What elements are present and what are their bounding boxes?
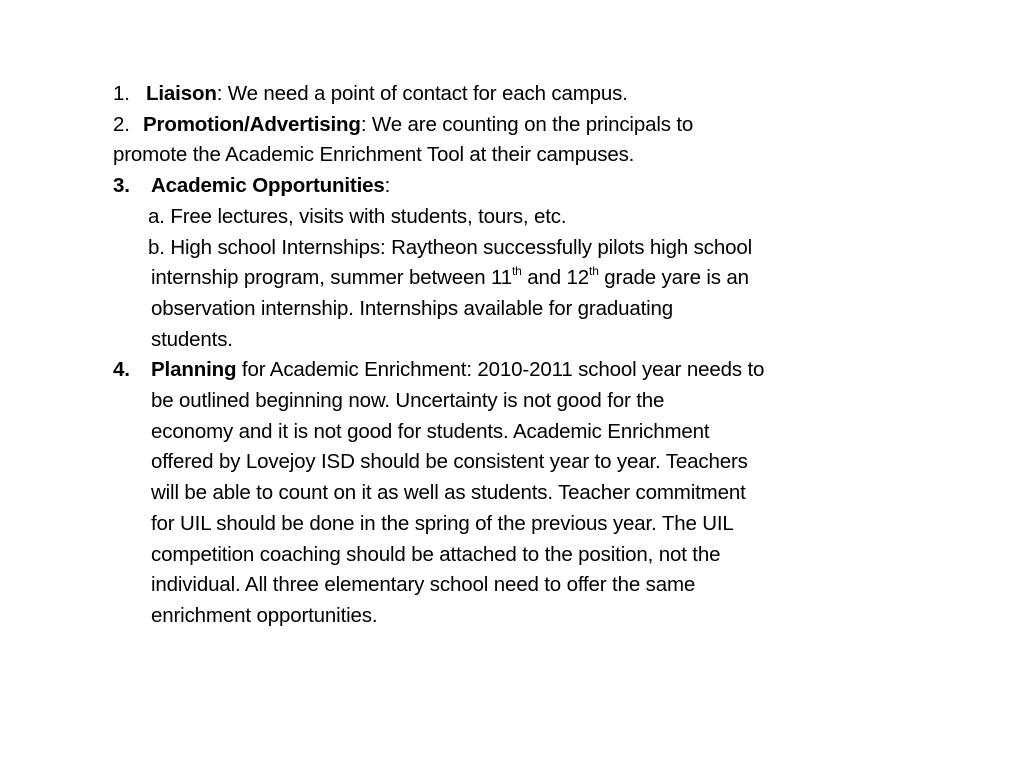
item-2-number: 2. bbox=[113, 112, 130, 136]
item-3-sub-a: a. Free lectures, visits with students, tours, etc. bbox=[148, 204, 567, 228]
item-3-suffix: : bbox=[384, 174, 391, 198]
item-4-line-6: for UIL should be done in the spring of the previous year. The UIL bbox=[151, 511, 734, 535]
slide-body bbox=[113, 79, 893, 632]
sub-b-text-part-1: internship program, summer between 11 bbox=[151, 266, 512, 290]
superscript-th-2: th bbox=[589, 264, 599, 279]
item-4-number: 4. bbox=[113, 358, 130, 382]
item-4-line-1: for Academic Enrichment: 2010-2011 school year needs to bbox=[236, 358, 765, 382]
item-4 bbox=[113, 355, 893, 386]
item-4-line-5: will be able to count on it as well as students. Teacher commitment bbox=[151, 481, 746, 505]
item-3-sub-b-line-2 bbox=[113, 263, 893, 294]
item-2-text-line-1: : We are counting on the principals to bbox=[360, 112, 694, 136]
item-3-heading: Academic Opportunities bbox=[151, 174, 385, 198]
item-4-line-7: competition coaching should be attached to the position, not the bbox=[151, 542, 721, 566]
item-3-sub-b-line-1: b. High school Internships: Raytheon successfully pilots high school bbox=[148, 235, 752, 259]
sub-b-text-part-2: and 12 bbox=[521, 266, 590, 290]
sub-b-text-part-3: grade yare is an bbox=[598, 266, 749, 290]
item-1-heading: Liaison bbox=[146, 82, 217, 105]
item-4-line-2: be outlined beginning now. Uncertainty is not good for the bbox=[151, 389, 665, 413]
item-4-line-9: enrichment opportunities. bbox=[151, 603, 378, 627]
item-4-line-8: individual. All three elementary school need to offer the same bbox=[151, 573, 696, 597]
item-3-sub-b-line-4: students. bbox=[151, 327, 233, 351]
item-4-line-4: offered by Lovejoy ISD should be consistent year to year. Teachers bbox=[151, 450, 748, 474]
item-4-line-3: economy and it is not good for students. Academic Enrichment bbox=[151, 419, 710, 443]
item-1-text: : We need a point of contact for each campus. bbox=[216, 82, 628, 105]
item-1-number: 1. bbox=[113, 82, 130, 105]
item-4-heading: Planning bbox=[151, 358, 237, 382]
item-1 bbox=[113, 79, 893, 110]
item-2 bbox=[113, 110, 893, 141]
superscript-th-1: th bbox=[511, 264, 522, 279]
item-3-sub-b-line-3: observation internship. Internships available for graduating bbox=[151, 296, 674, 320]
item-3-number: 3. bbox=[113, 174, 130, 198]
item-2-text-line-2: promote the Academic Enrichment Tool at their campuses. bbox=[113, 143, 635, 167]
item-2-heading: Promotion/Advertising bbox=[143, 112, 361, 136]
item-3 bbox=[113, 171, 893, 202]
